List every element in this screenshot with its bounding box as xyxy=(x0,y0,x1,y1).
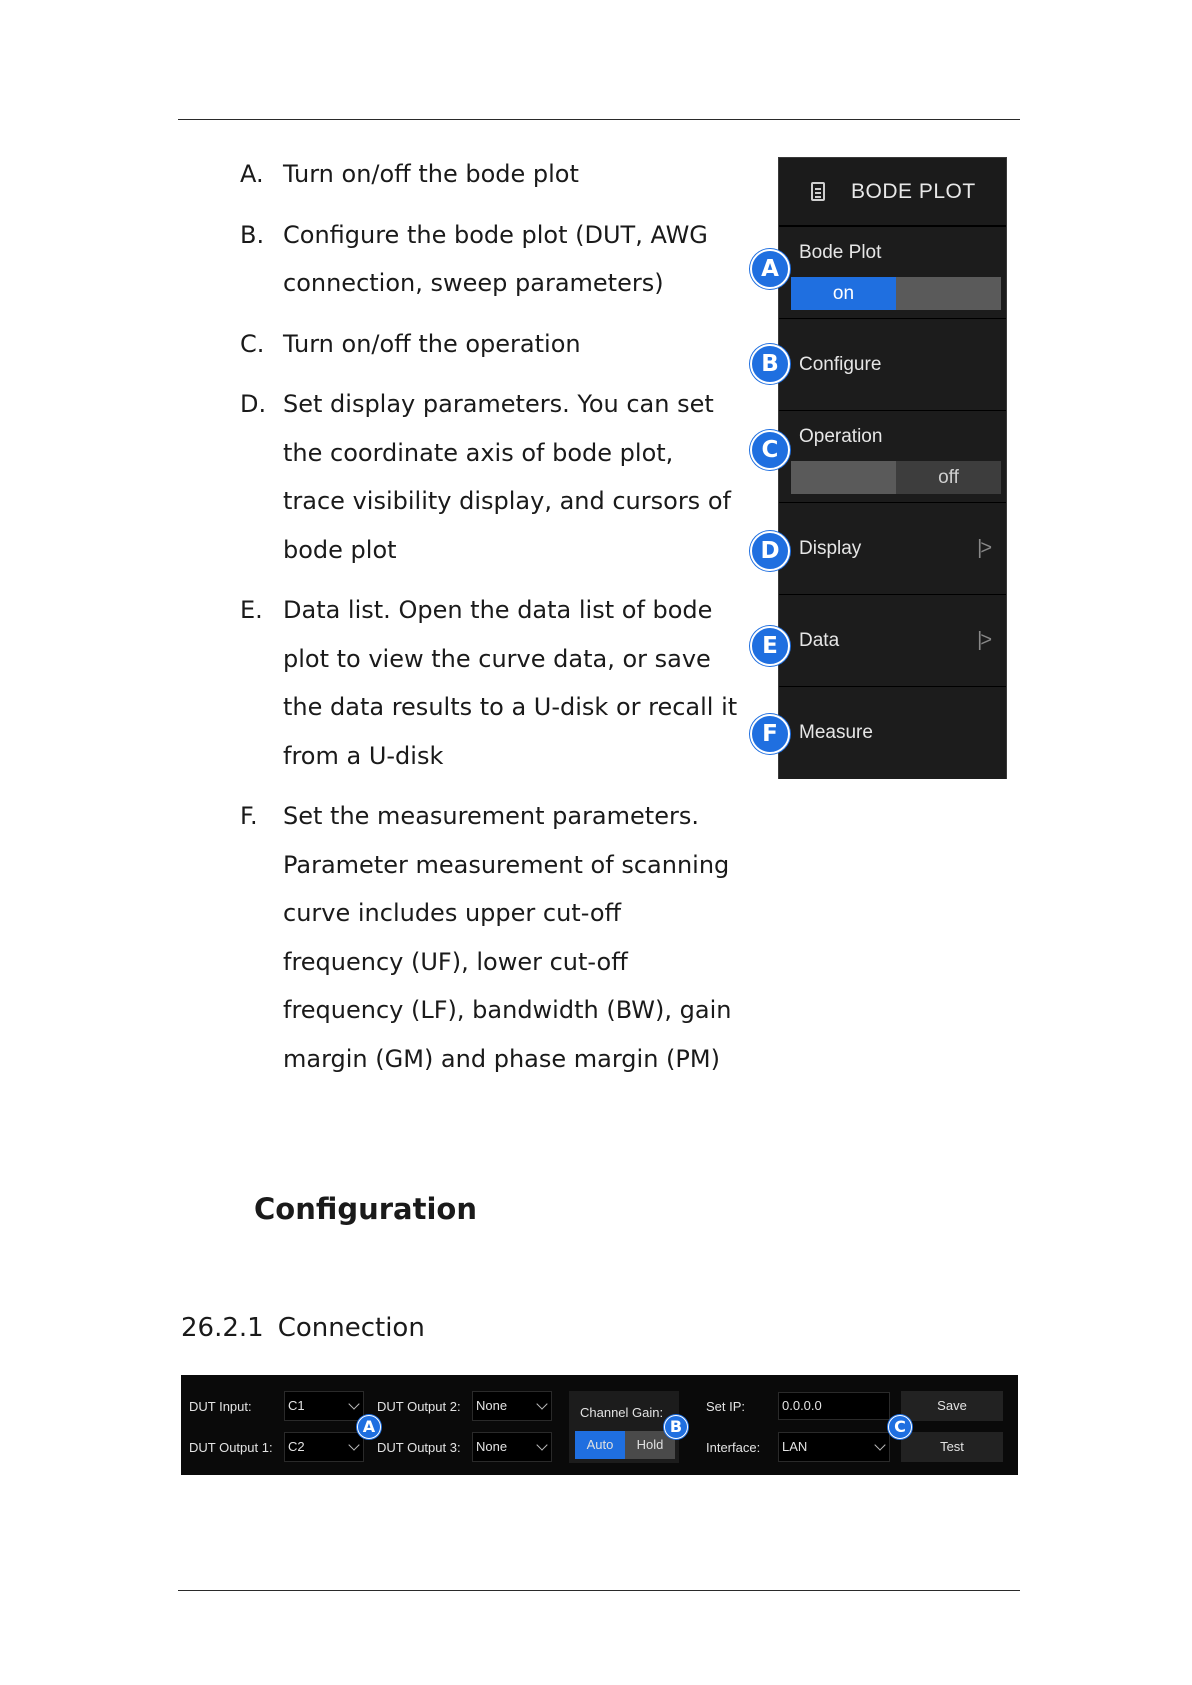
header-rule xyxy=(178,119,1020,120)
channel-gain-label: Channel Gain: xyxy=(580,1405,664,1420)
bode-plot-on[interactable]: on xyxy=(791,277,896,310)
callout-badge-b: B xyxy=(664,1415,688,1439)
bode-plot-label: Bode Plot xyxy=(799,242,882,263)
menu-title: BODE PLOT xyxy=(851,179,976,203)
chevron-down-icon xyxy=(348,1439,359,1450)
set-ip-label: Set IP: xyxy=(706,1399,746,1414)
chevron-down-icon xyxy=(536,1439,547,1450)
list-item-b: B. Configure the bode plot (DUT, AWG connection, sweep parameters) xyxy=(240,220,708,297)
callout-badge-a: A xyxy=(357,1415,381,1439)
dut-output1-label: DUT Output 1: xyxy=(189,1440,273,1455)
dut-input-select[interactable] xyxy=(284,1391,364,1421)
menu-item-display[interactable] xyxy=(779,503,1006,595)
menu-item-measure[interactable] xyxy=(779,687,1006,779)
operation-off[interactable]: off xyxy=(896,461,1001,494)
list-item-d: D. Set display parameters. You can set the coordinate axis of bode plot, trace visibility display, and cursors of bode plot xyxy=(240,390,731,564)
data-label: Data xyxy=(799,630,840,651)
description-list xyxy=(240,150,740,1095)
interface-label: Interface: xyxy=(706,1440,761,1455)
test-button[interactable]: Test xyxy=(901,1432,1003,1462)
channel-gain-group xyxy=(569,1391,679,1463)
save-button[interactable]: Save xyxy=(901,1391,1003,1421)
dut-output3-value: None xyxy=(476,1439,508,1454)
operation-label: Operation xyxy=(799,426,883,447)
display-label: Display xyxy=(799,538,862,559)
list-item-a: A. Turn on/off the bode plot xyxy=(240,160,579,188)
interface-select[interactable] xyxy=(778,1432,890,1462)
dut-input-label: DUT Input: xyxy=(189,1399,252,1414)
callout-badge-c: C xyxy=(750,430,790,470)
chevron-down-icon xyxy=(348,1398,359,1409)
callout-badge-d: D xyxy=(750,531,790,571)
interface-value: LAN xyxy=(782,1439,808,1454)
measure-label: Measure xyxy=(799,722,873,743)
footer-rule xyxy=(178,1590,1020,1591)
submenu-arrow-icon: |> xyxy=(977,629,990,651)
bode-plot-off-blank[interactable] xyxy=(896,277,1001,310)
dut-input-value: C1 xyxy=(288,1398,305,1413)
connection-panel xyxy=(181,1375,1018,1475)
dut-output3-label: DUT Output 3: xyxy=(377,1440,461,1455)
bode-plot-menu xyxy=(778,157,1007,779)
submenu-arrow-icon: |> xyxy=(977,537,990,559)
subsection-heading-connection xyxy=(181,1313,425,1343)
chevron-down-icon xyxy=(874,1439,885,1450)
gain-auto-option[interactable]: Auto xyxy=(575,1431,625,1459)
chevron-down-icon xyxy=(536,1398,547,1409)
dut-output2-label: DUT Output 2: xyxy=(377,1399,461,1414)
dut-output3-select[interactable] xyxy=(472,1432,552,1462)
channel-gain-toggle[interactable] xyxy=(575,1431,675,1459)
menu-item-bode-plot[interactable] xyxy=(779,227,1006,319)
menu-item-operation[interactable] xyxy=(779,411,1006,503)
set-ip-field[interactable]: 0.0.0.0 xyxy=(778,1392,890,1420)
dut-output1-value: C2 xyxy=(288,1439,305,1454)
dut-output1-select[interactable] xyxy=(284,1432,364,1462)
bode-plot-toggle[interactable] xyxy=(791,277,1001,310)
menu-item-configure[interactable] xyxy=(779,319,1006,411)
menu-item-data[interactable] xyxy=(779,595,1006,687)
gain-hold-option[interactable]: Hold xyxy=(625,1431,675,1459)
list-item-c: C. Turn on/off the operation xyxy=(240,329,581,358)
callout-badge-a: A xyxy=(750,249,790,289)
configure-label: Configure xyxy=(799,354,882,375)
operation-on-blank[interactable] xyxy=(791,461,896,494)
callout-badge-f: F xyxy=(750,714,790,754)
callout-badge-c: C xyxy=(888,1415,912,1439)
section-heading-configuration: Configuration xyxy=(254,1192,477,1226)
subsection-number: 26.2.1 xyxy=(181,1313,264,1343)
callout-badge-b: B xyxy=(750,344,790,384)
menu-header xyxy=(779,158,1006,227)
list-item-f: F. Set the measurement parameters. Parameter measurement of scanning curve includes upper cut-off frequency (UF), lower cut-off frequency (LF), bandwidth (BW), gain margin (GM) and phase margin (PM) xyxy=(240,802,732,1073)
dut-output2-select[interactable] xyxy=(472,1391,552,1421)
callout-badge-e: E xyxy=(750,626,790,666)
operation-toggle[interactable] xyxy=(791,461,1001,494)
list-item-e: E. Data list. Open the data list of bode plot to view the curve data, or save the data results to a U-disk or recall it from a U-disk xyxy=(240,596,738,770)
document-icon xyxy=(811,182,825,201)
dut-output2-value: None xyxy=(476,1398,508,1413)
subsection-title: Connection xyxy=(277,1313,425,1343)
